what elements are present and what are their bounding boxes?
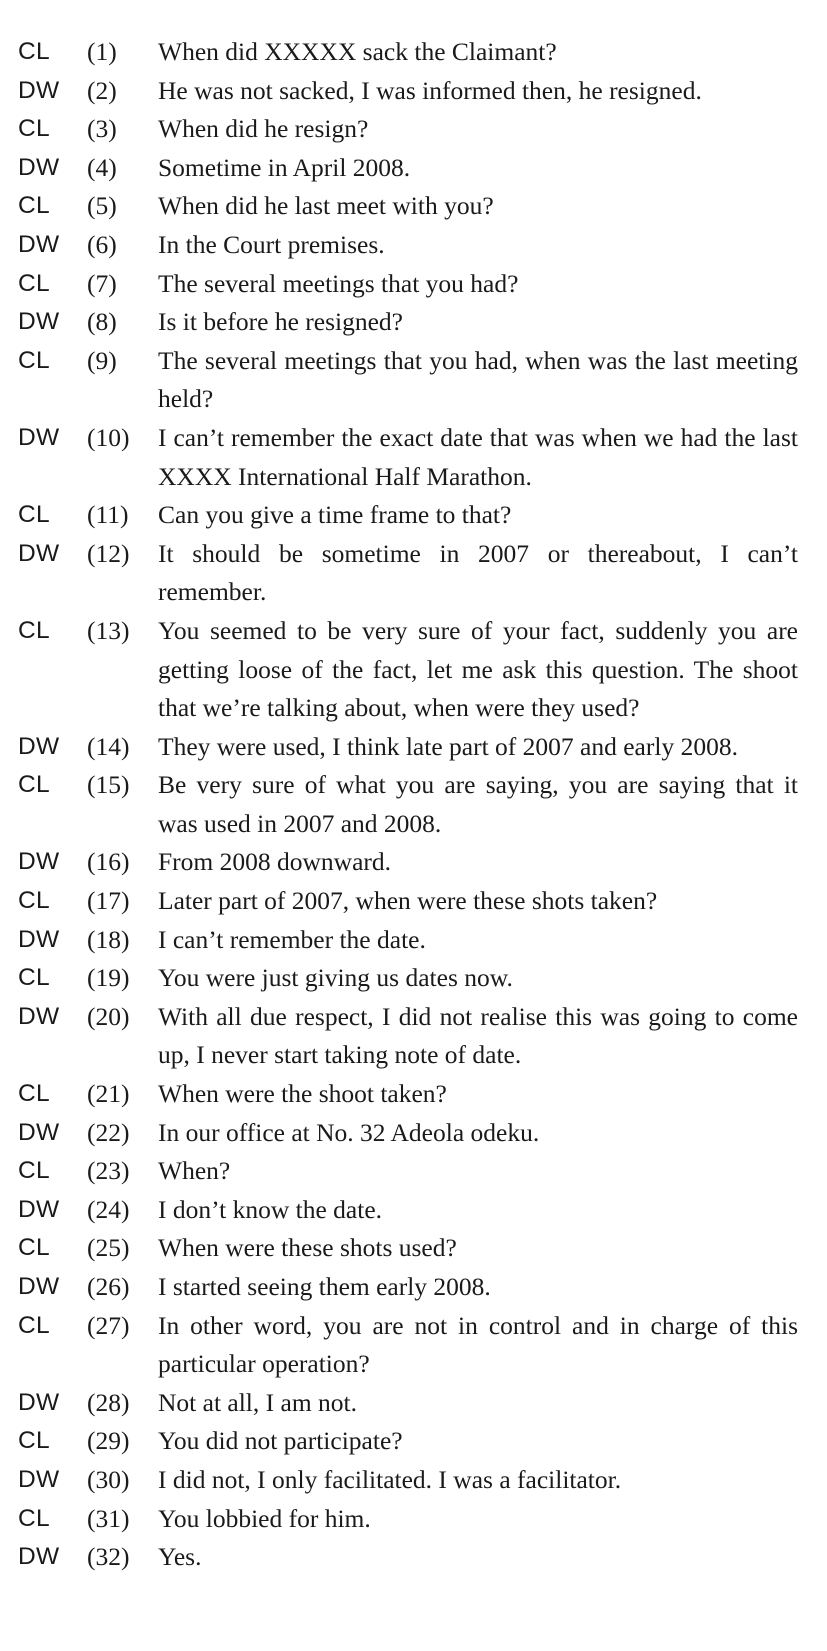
speaker-label: CL	[18, 1080, 50, 1108]
speaker-label: DW	[18, 1388, 60, 1416]
line-number: (13)	[87, 615, 130, 645]
turn-text: Yes.	[158, 1542, 202, 1572]
turn-text: When?	[158, 1156, 231, 1186]
turn-text: I don’t know the date.	[158, 1194, 383, 1224]
turn-text: The several meetings that you had, when was the last meeting held?	[158, 345, 798, 414]
speaker-label: DW	[18, 925, 60, 953]
line-number: (8)	[87, 307, 117, 337]
turn-text: You seemed to be very sure of your fact, suddenly you are getting loose of the fact, let me ask this question. The shoot that we’re talking about, when were they used?	[158, 615, 798, 723]
line-number: (16)	[87, 847, 130, 877]
transcript-turn	[18, 72, 798, 111]
line-number: (6)	[87, 229, 117, 259]
transcript-turn	[18, 1538, 798, 1577]
speaker-label: CL	[18, 1427, 50, 1455]
turn-text: When were these shots used?	[158, 1233, 457, 1263]
line-number: (22)	[87, 1117, 130, 1147]
line-number: (29)	[87, 1426, 130, 1456]
speaker-label: DW	[18, 732, 60, 760]
transcript-turn	[18, 612, 798, 728]
speaker-label: DW	[18, 230, 60, 258]
turn-text: He was not sacked, I was informed then, he resigned.	[158, 75, 702, 105]
speaker-label: DW	[18, 1195, 60, 1223]
transcript	[18, 33, 798, 1577]
line-number: (28)	[87, 1387, 130, 1417]
transcript-turn	[18, 226, 798, 265]
line-number: (14)	[87, 731, 130, 761]
line-number: (7)	[87, 268, 117, 298]
line-number: (10)	[87, 422, 130, 452]
speaker-label: CL	[18, 887, 50, 915]
line-number: (3)	[87, 114, 117, 144]
speaker-label: DW	[18, 423, 60, 451]
turn-text: You were just giving us dates now.	[158, 963, 513, 993]
line-number: (30)	[87, 1464, 130, 1494]
turn-text: Sometime in April 2008.	[158, 152, 411, 182]
transcript-turn	[18, 535, 798, 612]
speaker-label: CL	[18, 1157, 50, 1185]
turn-text: In our office at No. 32 Adeola odeku.	[158, 1117, 540, 1147]
line-number: (5)	[87, 191, 117, 221]
transcript-turn	[18, 1191, 798, 1230]
transcript-turn	[18, 728, 798, 767]
turn-text: When were the shoot taken?	[158, 1079, 447, 1109]
turn-text: I started seeing them early 2008.	[158, 1272, 491, 1301]
speaker-label: CL	[18, 1311, 50, 1339]
turn-text: Later part of 2007, when were these shots taken?	[158, 886, 658, 916]
transcript-turn	[18, 1268, 798, 1307]
speaker-label: CL	[18, 964, 50, 992]
transcript-turn	[18, 187, 798, 226]
speaker-label: CL	[18, 192, 50, 220]
transcript-turn	[18, 1422, 798, 1461]
speaker-label: DW	[18, 308, 60, 336]
transcript-turn	[18, 110, 798, 149]
transcript-turn	[18, 1114, 798, 1153]
transcript-turn	[18, 1075, 798, 1114]
transcript-turn	[18, 33, 798, 72]
turn-text: When did XXXXX sack the Claimant?	[158, 37, 557, 66]
line-number: (31)	[87, 1503, 130, 1533]
speaker-label: CL	[18, 1234, 50, 1262]
transcript-turn	[18, 149, 798, 188]
speaker-label: CL	[18, 1504, 50, 1532]
transcript-turn	[18, 959, 798, 998]
turn-text: It should be sometime in 2007 or thereabout, I can’t remember.	[158, 538, 798, 607]
transcript-turn	[18, 1229, 798, 1268]
speaker-label: DW	[18, 1118, 60, 1146]
turn-text: Be very sure of what you are saying, you are saying that it was used in 2007 and 2008.	[158, 770, 798, 838]
turn-text: When did he last meet with you?	[158, 191, 494, 221]
line-number: (12)	[87, 538, 130, 568]
line-number: (27)	[87, 1310, 130, 1340]
turn-text: From 2008 downward.	[158, 847, 392, 877]
line-number: (32)	[87, 1542, 130, 1572]
speaker-label: DW	[18, 1002, 60, 1030]
transcript-turn	[18, 342, 798, 419]
line-number: (1)	[87, 37, 117, 66]
speaker-label: DW	[18, 1273, 60, 1300]
line-number: (9)	[87, 345, 117, 375]
line-number: (11)	[87, 500, 129, 530]
speaker-label: CL	[18, 616, 50, 644]
speaker-label: CL	[18, 38, 50, 65]
speaker-label: DW	[18, 1543, 60, 1571]
line-number: (20)	[87, 1001, 130, 1031]
line-number: (26)	[87, 1272, 130, 1301]
turn-text: In other word, you are not in control and in charge of this particular operation?	[158, 1310, 798, 1379]
transcript-turn	[18, 882, 798, 921]
line-number: (2)	[87, 75, 117, 105]
turn-text: I can’t remember the date.	[158, 924, 426, 954]
speaker-label: DW	[18, 153, 60, 181]
line-number: (24)	[87, 1194, 130, 1224]
transcript-turn	[18, 496, 798, 535]
turn-text: I did not, I only facilitated. I was a facilitator.	[158, 1464, 622, 1494]
turn-text: You lobbied for him.	[158, 1503, 371, 1533]
transcript-turn	[18, 419, 798, 496]
turn-text: The several meetings that you had?	[158, 268, 519, 298]
line-number: (17)	[87, 886, 130, 916]
transcript-turn	[18, 265, 798, 304]
line-number: (25)	[87, 1233, 130, 1263]
transcript-turn	[18, 1152, 798, 1191]
turn-text: You did not participate?	[158, 1426, 403, 1456]
transcript-turn	[18, 1500, 798, 1539]
line-number: (15)	[87, 770, 130, 800]
line-number: (18)	[87, 924, 130, 954]
speaker-label: CL	[18, 501, 50, 529]
turn-text: Can you give a time frame to that?	[158, 500, 512, 530]
turn-text: Is it before he resigned?	[158, 307, 403, 337]
turn-text: Not at all, I am not.	[158, 1387, 357, 1417]
transcript-turn	[18, 1461, 798, 1500]
speaker-label: DW	[18, 1465, 60, 1493]
speaker-label: CL	[18, 771, 50, 799]
speaker-label: DW	[18, 76, 60, 104]
speaker-label: CL	[18, 269, 50, 297]
turn-text: In the Court premises.	[158, 229, 385, 259]
turn-text: They were used, I think late part of 2007 and early 2008.	[158, 731, 738, 761]
speaker-label: DW	[18, 848, 60, 876]
transcript-turn	[18, 843, 798, 882]
turn-text: When did he resign?	[158, 114, 369, 144]
speaker-label: CL	[18, 115, 50, 143]
turn-text: I can’t remember the exact date that was when we had the last XXXX International Half Marathon.	[158, 422, 798, 491]
transcript-turn	[18, 921, 798, 960]
speaker-label: CL	[18, 346, 50, 374]
line-number: (23)	[87, 1156, 130, 1186]
transcript-turn	[18, 1307, 798, 1384]
transcript-turn	[18, 1384, 798, 1423]
transcript-turn	[18, 998, 798, 1075]
line-number: (19)	[87, 963, 130, 993]
transcript-turn	[18, 303, 798, 342]
line-number: (21)	[87, 1079, 130, 1109]
turn-text: With all due respect, I did not realise this was going to come up, I never start taking note of date.	[158, 1001, 798, 1070]
line-number: (4)	[87, 152, 117, 182]
transcript-turn	[18, 766, 798, 843]
speaker-label: DW	[18, 539, 60, 567]
